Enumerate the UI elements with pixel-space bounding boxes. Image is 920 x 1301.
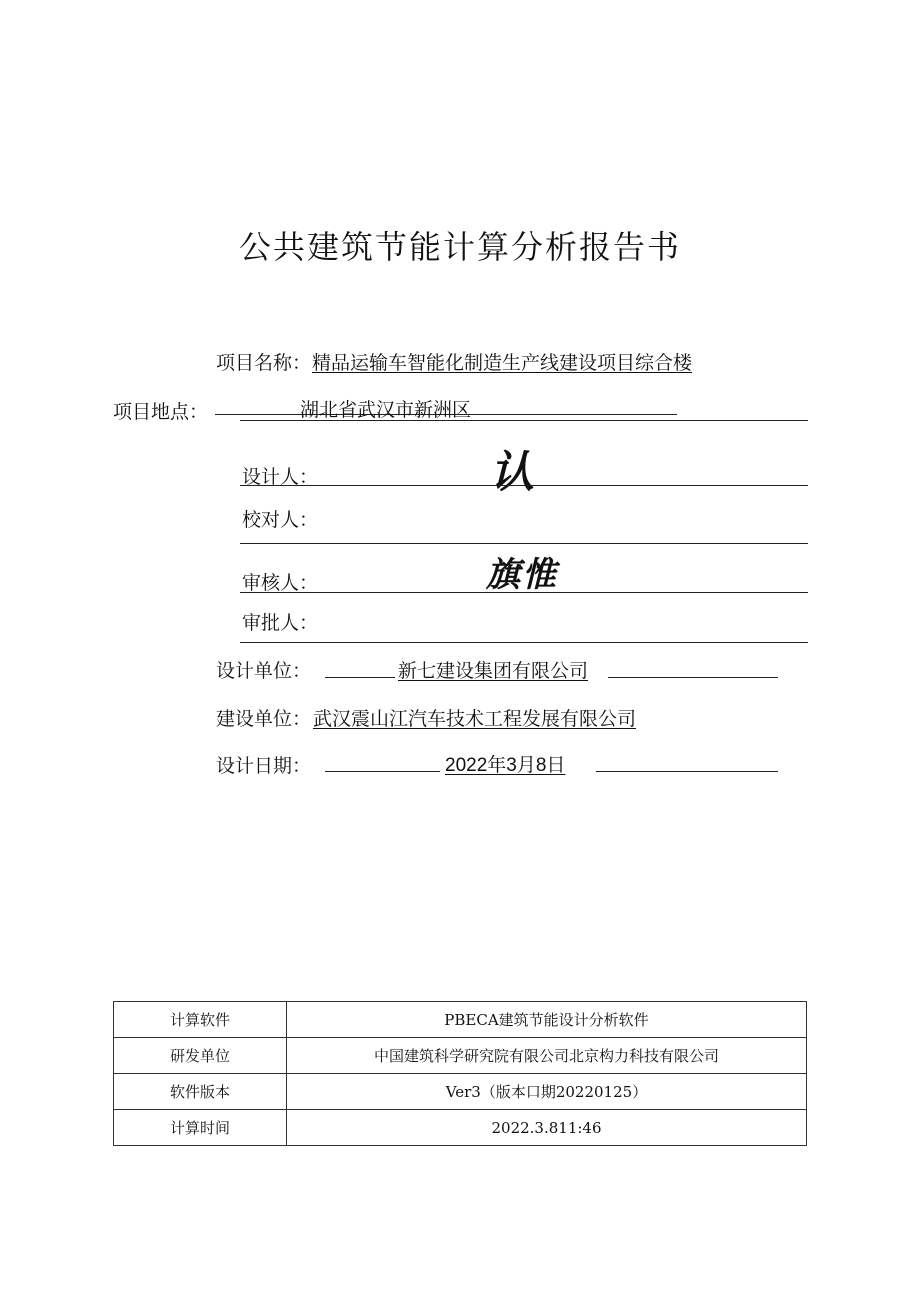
reviewer-signature: 旗惟: [486, 555, 558, 595]
reviewer-label: 审核人：: [242, 572, 319, 594]
checker-label: 校对人：: [242, 509, 319, 531]
divider-line: [240, 420, 808, 421]
table-cell-key: 计算时间: [114, 1110, 287, 1146]
construction-unit-label: 建设单位：: [216, 708, 312, 730]
table-cell-value: PBECA建筑节能设计分析软件: [287, 1002, 807, 1038]
designer-signature: 认: [490, 447, 534, 498]
table-cell-key: 计算软件: [114, 1002, 287, 1038]
table-row: [114, 1002, 807, 1038]
table-row: [114, 1110, 807, 1146]
design-unit-underline-left: [325, 677, 395, 678]
project-location-label: 项目地点：: [113, 401, 209, 423]
project-name-value: 精品运输车智能化制造生产线建设项目综合楼: [312, 352, 693, 374]
document-title: 公共建筑节能计算分析报告书: [238, 228, 681, 266]
design-unit-label: 设计单位：: [216, 660, 312, 682]
project-name-label: 项目名称：: [216, 352, 312, 374]
designer-line: [240, 485, 808, 486]
reviewer-line: [240, 592, 808, 593]
software-info-table: [113, 1001, 807, 1146]
table-row: [114, 1038, 807, 1074]
approver-label: 审批人：: [242, 612, 319, 634]
table-cell-value: 2022.3.811:46: [287, 1110, 807, 1146]
design-date-label: 设计日期：: [216, 755, 312, 777]
project-location-value: 湖北省武汉市新洲区: [300, 399, 472, 421]
table-cell-key: 研发单位: [114, 1038, 287, 1074]
design-unit-value: 新七建设集团有限公司: [398, 660, 589, 682]
table-cell-key: 软件版本: [114, 1074, 287, 1110]
design-date-underline-right: [596, 771, 778, 772]
construction-unit-value: 武汉震山江汽车技术工程发展有限公司: [313, 708, 637, 730]
table-cell-value: Ver3（版本口期20220125）: [287, 1074, 807, 1110]
design-unit-underline-right: [608, 677, 778, 678]
design-date-value: 2022年3月8日: [445, 755, 566, 776]
designer-label: 设计人：: [242, 466, 319, 488]
table-cell-value: 中国建筑科学研究院有限公司北京构力科技有限公司: [287, 1038, 807, 1074]
table-row: [114, 1074, 807, 1110]
approver-line: [240, 642, 808, 643]
checker-line: [240, 543, 808, 544]
design-date-underline-left: [325, 771, 440, 772]
